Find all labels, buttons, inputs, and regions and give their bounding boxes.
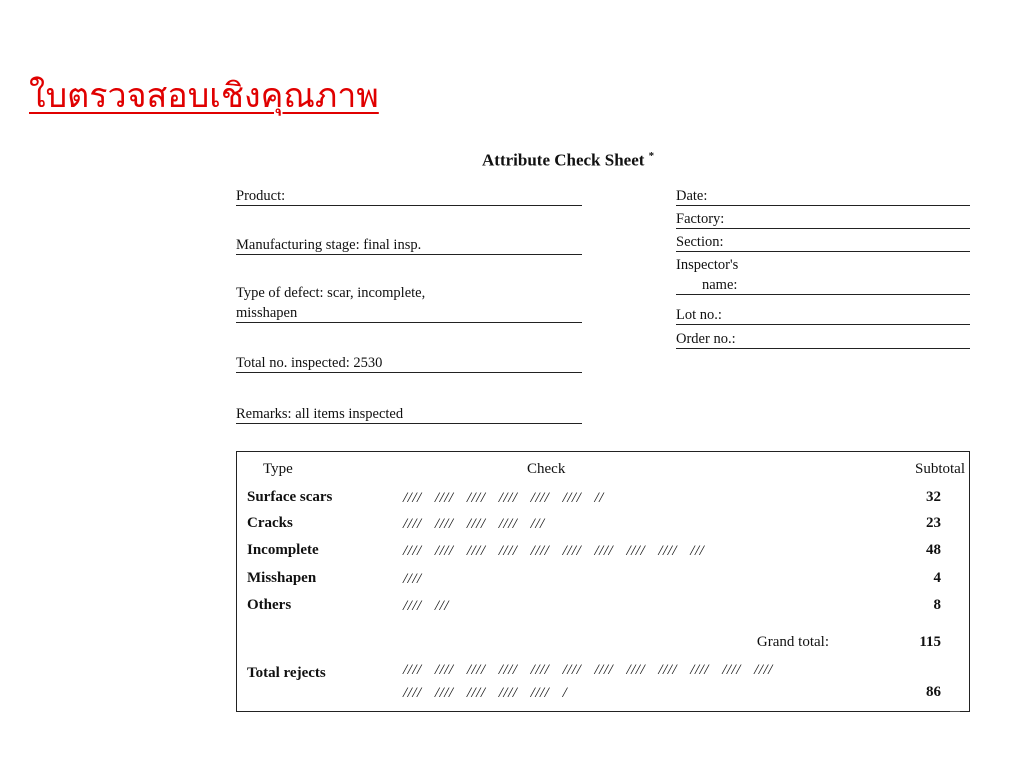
inspector-field-line1: Inspector's	[676, 257, 739, 273]
total-rejects-check-line2: //// //// //// //// //// /	[403, 685, 568, 701]
row-check-misshapen: ////	[403, 571, 422, 587]
row-type-surface-scars: Surface scars	[247, 489, 333, 505]
total-inspected-field: Total no. inspected: 2530	[236, 354, 582, 373]
inspector-name-field	[676, 276, 970, 295]
row-subtotal-cracks: 23	[926, 515, 941, 531]
slide-title: ใบตรวจสอบเชิงคุณภาพ	[29, 76, 379, 116]
row-type-misshapen: Misshapen	[247, 570, 317, 586]
order-number-field: Order no.:	[676, 330, 970, 349]
title-asterisk: *	[648, 150, 655, 162]
header-check: Check	[527, 461, 566, 477]
remarks-field: Remarks: all items inspected	[236, 405, 582, 424]
total-rejects-value: 86	[926, 684, 941, 700]
row-subtotal-others: 8	[933, 597, 941, 613]
factory-field: Factory:	[676, 210, 970, 229]
row-check-surface-scars: //// //// //// //// //// //// //	[403, 490, 604, 506]
row-subtotal-incomplete: 48	[926, 542, 941, 558]
total-rejects-check-line1: //// //// //// //// //// //// //// //// //// //// //// ////	[403, 662, 773, 678]
check-sheet-title	[482, 146, 654, 171]
grand-total-value: 115	[919, 634, 941, 650]
total-rejects-label: Total rejects	[247, 665, 326, 681]
row-subtotal-surface-scars: 32	[926, 489, 941, 505]
row-type-incomplete: Incomplete	[247, 542, 319, 558]
product-field: Product:	[236, 187, 582, 206]
defect-type-field-cont: misshapen	[236, 304, 582, 323]
header-type: Type	[263, 461, 293, 477]
check-sheet-title-text: Attribute Check Sheet	[482, 150, 645, 170]
manufacturing-stage-field: Manufacturing stage: final insp.	[236, 236, 582, 255]
row-type-cracks: Cracks	[247, 515, 293, 531]
row-subtotal-misshapen: 4	[933, 570, 941, 586]
header-subtotal: Subtotal	[914, 461, 965, 477]
date-field: Date:	[676, 187, 970, 206]
row-check-cracks: //// //// //// //// ///	[403, 516, 545, 532]
check-table	[236, 451, 970, 712]
row-check-others: //// ///	[403, 598, 449, 614]
grand-total-label: Grand total:	[756, 634, 829, 650]
defect-type-field: Type of defect: scar, incomplete,	[236, 285, 426, 301]
lot-number-field: Lot no.:	[676, 306, 970, 325]
page-edge-mark	[950, 711, 960, 716]
section-field: Section:	[676, 233, 970, 252]
row-check-incomplete: //// //// //// //// //// //// //// //// //// ///	[403, 543, 705, 559]
row-type-others: Others	[247, 597, 292, 613]
inspector-field-line2: name:	[702, 277, 738, 293]
